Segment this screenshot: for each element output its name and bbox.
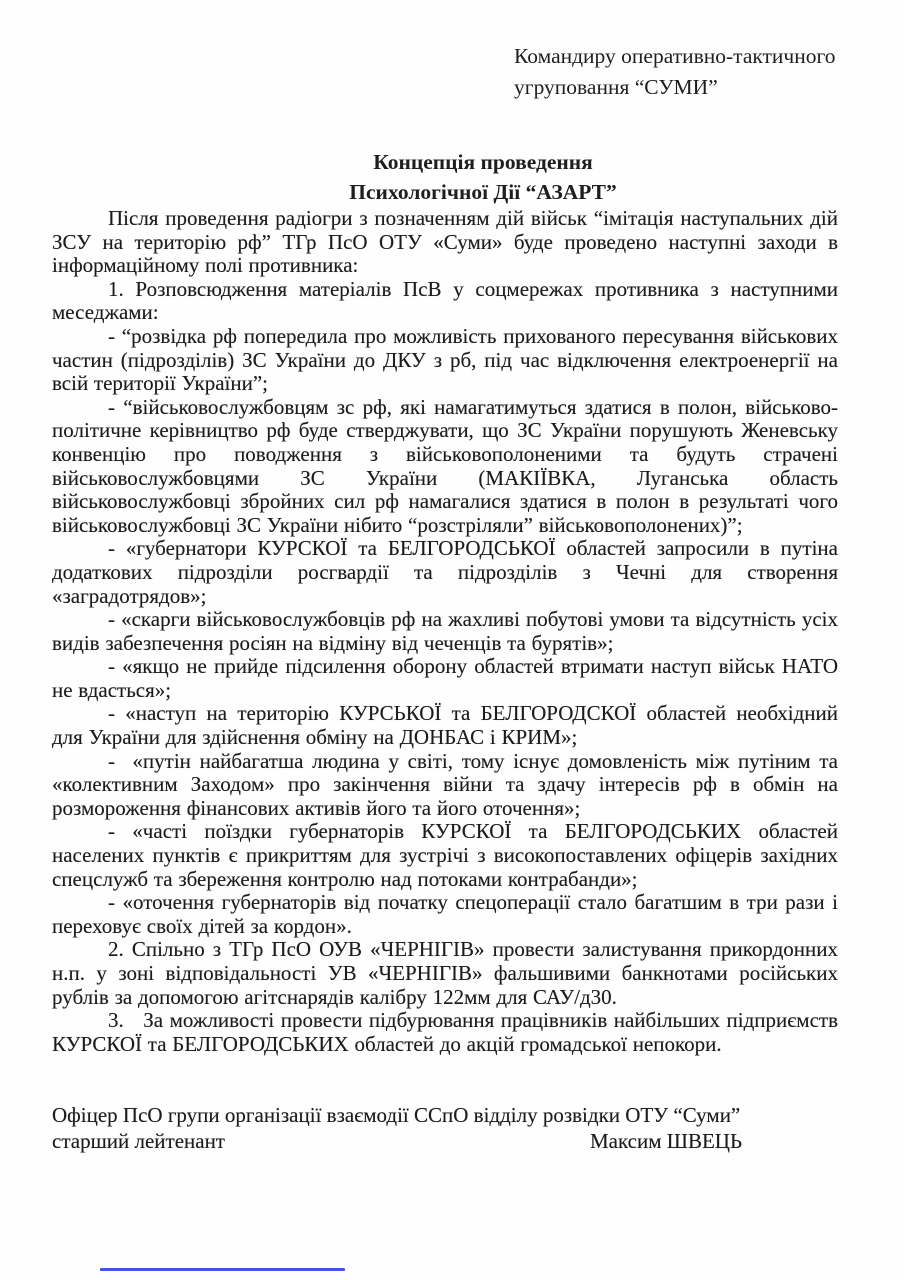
recipient-block (514, 41, 838, 103)
list-item-2: 2. Спільно з ТГр ПсО ОУВ «ЧЕРНІГІВ» провести залистування прикордонних н.п. у зоні відповідальності УВ «ЧЕРНІГІВ» фальшивими банкнотами російських рублів за допомогою агітснарядів калібру 122мм для САУ/д30. (52, 937, 838, 1009)
signature-role-line: Офіцер ПсО групи організації взаємодії ССпО відділу розвідки ОТУ “Суми” (52, 1103, 741, 1128)
list-item-1: 1. Розповсюдження матеріалів ПсВ у соцмережах противника з наступними меседжами: (52, 276, 838, 325)
message-item: - “розвідка рф попередила про можливість прихованого пересування військових частин (підрозділів) ЗС України до ДКУ з рб, під час відключення електроенергії на всій території України”; (52, 323, 838, 396)
recipient-line-1: Командиру оперативно-тактичного (514, 44, 836, 68)
title-line-1: Концепція проведення (373, 150, 593, 174)
signature-rank: старший лейтенант (52, 1128, 225, 1153)
message-item: - «оточення губернаторів від початку спецоперації стало багатшим в три рази і переховує своїх дітей за кордон». (52, 890, 838, 938)
bottom-accent-line (100, 1268, 345, 1271)
title-line-2: Психологічної Дії “АЗАРТ” (349, 180, 617, 204)
message-item: - «якщо не прийде підсилення оборону областей втримати наступ військ НАТО не вдасться»; (52, 654, 838, 702)
message-item: - “військовослужбовцям зс рф, які намагатимуться здатися в полон, військово-політичне керівництво рф буде стверджувати, що ЗС України порушують Женевську конвенцію про поводження з військовополоненими та будуть страчені військовослужбовцями ЗС України (МАКІЇВКА, Луганська область військовослужбовці збройних сил рф намагалися здатися в полон в результаті чого військовослужбовці ЗС України нібито “розстріляли” військовополонених)”; (52, 394, 838, 537)
recipient-line-2: угруповання “СУМИ” (514, 75, 718, 99)
signature-block (52, 1103, 838, 1154)
document-title (52, 147, 838, 207)
message-item: - «губернатори КУРСКОЇ та БЕЛГОРОДСЬКОЇ областей запросили в путіна додаткових підрозділи росгвардії та підрозділів з Чечні для створення «заградотрядов»; (52, 536, 838, 608)
list-item-3: 3. За можливості провести підбурювання працівників найбільших підприємств КУРСКОЇ та БЕЛГОРОДСЬКИХ областей до акцій громадської непокори. (52, 1008, 838, 1056)
intro-paragraph: Після проведення радіогри з позначенням дій військ “імітація наступальних дій ЗСУ на територію рф” ТГр ПсО ОТУ «Суми» буде проведено наступні заходи в інформаційному полі противника: (52, 206, 838, 278)
message-item: - «наступ на територію КУРСЬКОЇ та БЕЛГОРОДСКОЇ областей необхідний для України для здійснення обміну на ДОНБАС і КРИМ»; (52, 701, 838, 750)
signature-name: Максим ШВЕЦЬ (589, 1128, 742, 1153)
message-item: - «путін найбагатша людина у світі, тому існує домовленість між путіним та «колективним Заходом» про закінчення війни та здачу інтересів рф в обмін на розмороження фінансових активів його та його оточення»; (52, 748, 838, 820)
message-item: - «часті поїздки губернаторів КУРСКОЇ та БЕЛГОРОДСЬКИХ областей населених пунктів є прикриттям для зустрічі з високопоставлених офіцерів західних спецслужб та збереження контролю над потоками контрабанди»; (52, 819, 838, 891)
message-item: - «скарги військовослужбовців рф на жахливі побутові умови та відсутність усіх видів забезпечення росіян на відміну від чеченців та бурятів»; (52, 607, 838, 655)
signature-row (52, 1129, 838, 1155)
document-content (52, 0, 838, 1154)
